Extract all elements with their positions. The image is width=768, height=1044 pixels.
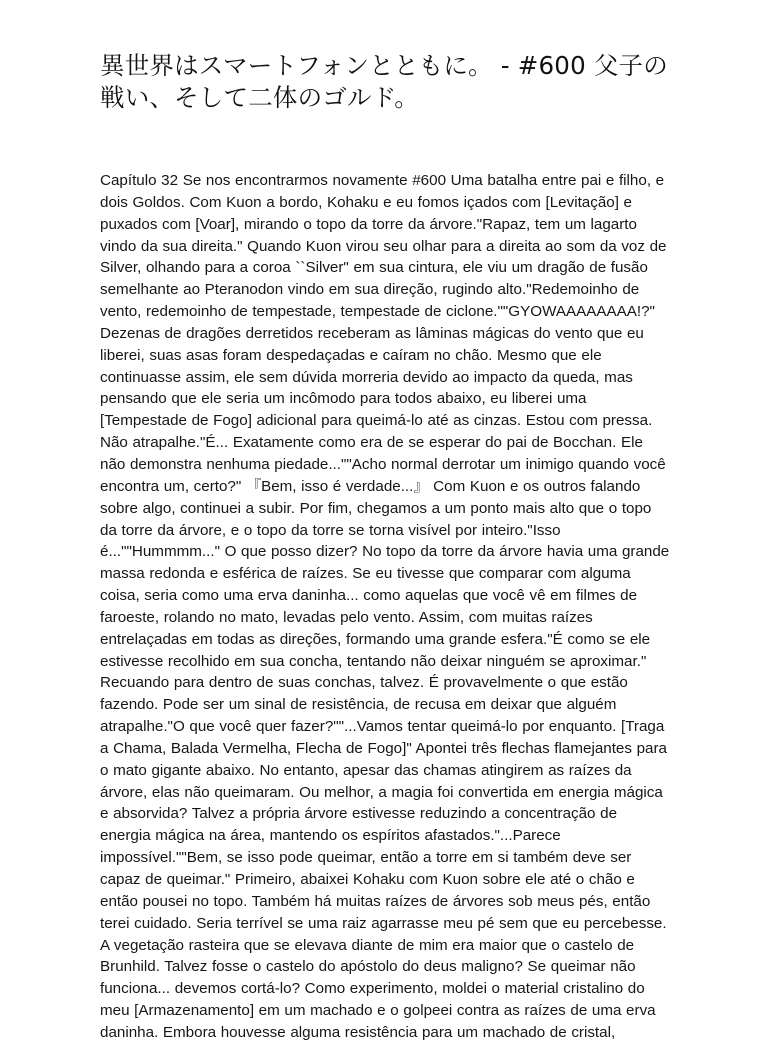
document-title: 異世界はスマートフォンとともに。 - #600 父子の戦い、そして二体のゴルド。 <box>100 51 668 112</box>
document-body: Capítulo 32 Se nos encontrarmos novamente #600 Uma batalha entre pai e filho, e dois Goldos. Com Kuon a bordo, Kohaku e eu fomos içados com [Levitação] e puxados com [Voar], mirando o topo da torre da árvore."Rapaz, tem um lagarto vindo da sua direita." Quando Kuon virou seu olhar para a direita ao som da voz de Silver, olhando para a coroa ``Silver" em sua cintura, ele viu um dragão de fusão semelhante ao Pteranodon vindo em sua direção, rugindo alto."Redemoinho de vento, redemoinho de tempestade, tempestade de ciclone.""GYOWAAAAAAAA!?" Dezenas de dragões derretidos receberam as lâminas mágicas do vento que eu liberei, suas asas foram despedaçadas e caíram no chão. Mesmo que ele continuasse assim, ele sem dúvida morreria devido ao impacto da queda, mas pensando que ele seria um incômodo para todos abaixo, eu liberei uma [Tempestade de Fogo] adicional para queimá-lo até as cinzas. Estou com pressa. Não atrapalhe."É... Exatamente como era de se esperar do pai de Bocchan. Ele não demonstra nenhuma piedade...""Acho normal derrotar um inimigo quando você encontra um, certo?" 『Bem, isso é verdade...』 Com Kuon e os outros falando sobre algo, continuei a subir. Por fim, chegamos a um ponto mais alto que o topo da torre da árvore, e o topo da torre se torna visível por inteiro."Isso é...""Hummmm..." O que posso dizer? No topo da torre da árvore havia uma grande massa redonda e esférica de raízes. Se eu tivesse que comparar com alguma coisa, seria como uma erva daninha... como aquelas que você vê em filmes de faroeste, rolando no mato, levadas pelo vento. Assim, com muitas raízes entrelaçadas em todas as direções, formando uma grande esfera."É como se ele estivesse recolhido em sua concha, tentando não deixar ninguém se aproximar." Recuando para dentro de suas conchas, talvez. É provavelmente o que estão fazendo. Pode ser um sinal de resistência, de recusa em deixar que alguém atrapalhe."O que você quer fazer?""...Vamos tentar queimá-lo por enquanto. [Traga a Chama, Balada Vermelha, Flecha de Fogo]" Apontei três flechas flamejantes para o mato gigante abaixo. No entanto, apesar das chamas atingirem as raízes da árvore, elas não queimaram. Ou melhor, a magia foi convertida em energia mágica e absorvida? Talvez a própria árvore estivesse reduzindo a concentração de energia mágica na área, mantendo os espíritos afastados."...Parece impossível.""Bem, se isso pode queimar, então a torre em si também deve ser capaz de queimar." Primeiro, abaixei Kohaku com Kuon sobre ele até o chão e então pousei no topo. Também há muitas raízes de árvores sob meus pés, então terei cuidado. Seria terrível se uma raiz agarrasse meu pé sem que eu percebesse. A vegetação rasteira que se elevava diante de mim era maior que o castelo de Brunhild. Talvez fosse o castelo do apóstolo do deus maligno? Se queimar não funciona... devemos cortá-lo? Como experimento, moldei o material cristalino do meu [Armazenamento] em um machado e o golpeei contra as raízes de uma erva daninha. Embora houvesse alguma resistência para um machado de cristal, <box>100 172 670 1041</box>
